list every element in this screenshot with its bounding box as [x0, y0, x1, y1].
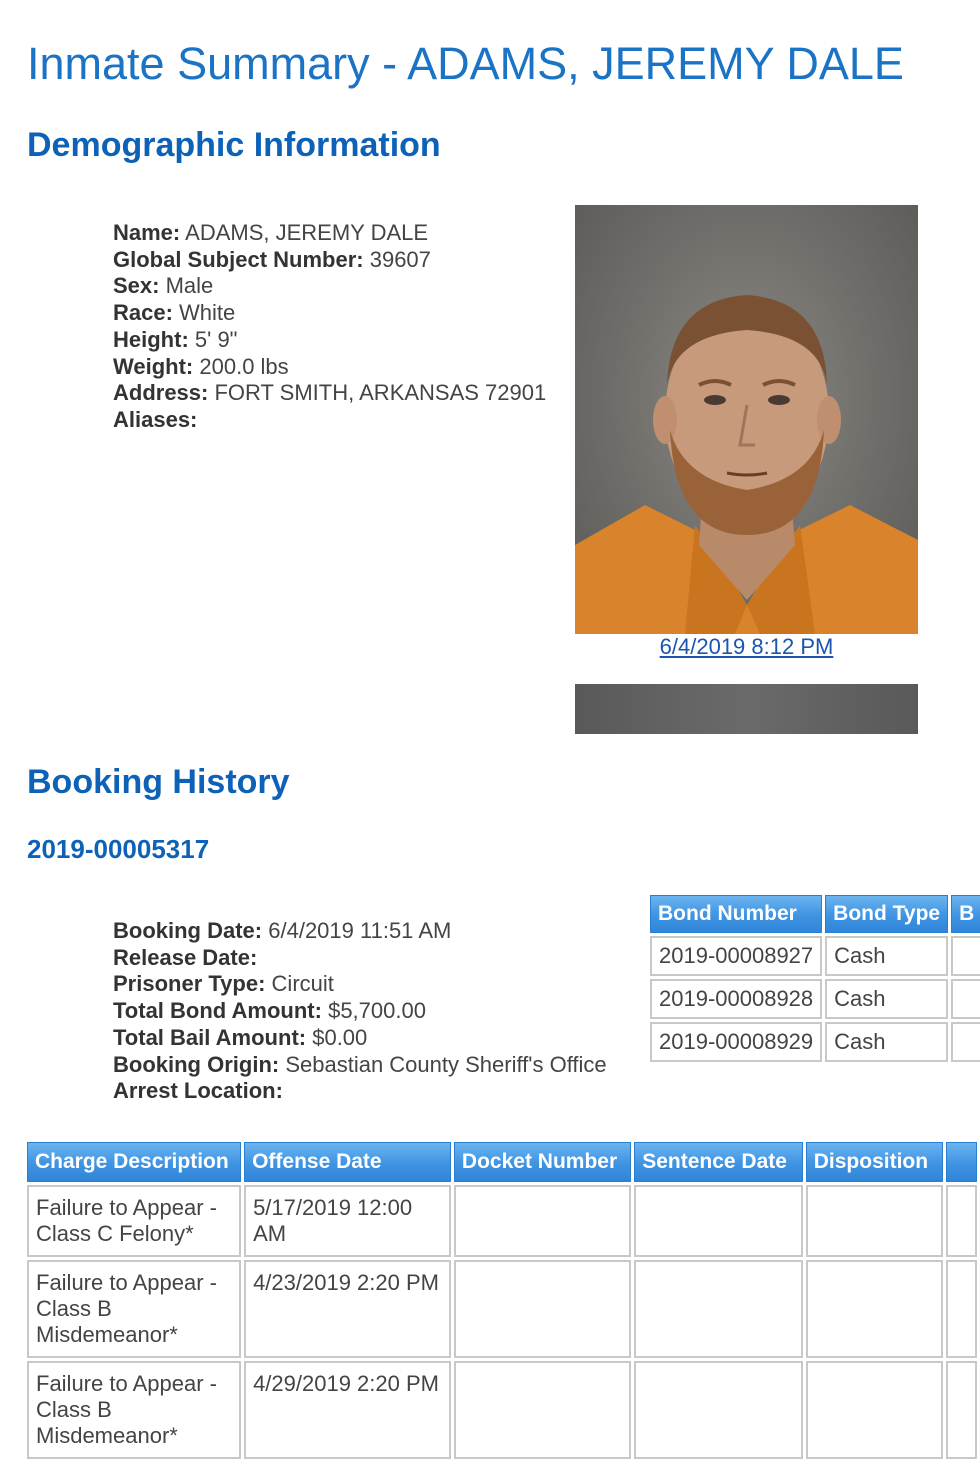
demographic-info [113, 220, 546, 434]
field-label: Total Bond Amount: [113, 998, 322, 1024]
booking-info [113, 918, 607, 1105]
field-label: Aliases: [113, 406, 198, 432]
field-label: Height: [113, 326, 189, 352]
column-header[interactable]: Charge Description [27, 1142, 241, 1182]
offense-date-cell: 5/17/2019 12:00 AM [244, 1185, 451, 1257]
field-label: Release Date: [113, 944, 258, 970]
sex-row [113, 273, 546, 300]
table-header-row [27, 1142, 977, 1182]
column-header[interactable]: Sentence Date [634, 1142, 803, 1182]
booking-date-row [113, 918, 607, 945]
bond-number-cell: 2019-00008927 [650, 936, 822, 976]
table-cell [946, 1361, 977, 1459]
field-value: 6/4/2019 11:51 AM [268, 918, 452, 943]
race-row [113, 300, 546, 327]
table-row [650, 979, 980, 1019]
mugshot-illustration [575, 205, 918, 634]
table-row [27, 1361, 977, 1459]
demographic-heading: Demographic Information [27, 126, 441, 164]
field-value: 5' 9" [194, 326, 238, 352]
column-header[interactable]: Docket Number [454, 1142, 631, 1182]
booking-origin-row [113, 1052, 607, 1079]
column-header[interactable] [946, 1142, 977, 1182]
column-header[interactable]: B [951, 895, 980, 933]
field-value: Sebastian County Sheriff's Office [285, 1051, 607, 1077]
field-label: Sex: [113, 273, 160, 299]
offense-date-cell: 4/29/2019 2:20 PM [244, 1361, 451, 1459]
field-label: Booking Date: [113, 918, 263, 943]
page-title: Inmate Summary - ADAMS, JEREMY DALE [27, 38, 904, 89]
bond-number-cell: 2019-00008929 [650, 1022, 822, 1062]
address-row [113, 380, 546, 407]
offense-date-cell: 4/23/2019 2:20 PM [244, 1260, 451, 1358]
field-value: Male [165, 273, 214, 299]
charge-description-cell: Failure to Appear - Class B Misdemeanor* [27, 1260, 241, 1358]
total-bail-row [113, 1025, 607, 1052]
field-label: Weight: [113, 353, 194, 379]
field-value: $5,700.00 [328, 998, 426, 1024]
table-cell [946, 1185, 977, 1257]
docket-number-cell [454, 1185, 631, 1257]
prisoner-type-row [113, 971, 607, 998]
secondary-photo-thumbnail[interactable] [575, 684, 918, 734]
disposition-cell [806, 1185, 944, 1257]
table-row [650, 1022, 980, 1062]
subject-number-row [113, 247, 546, 274]
field-label: Global Subject Number: [113, 246, 364, 272]
booking-history-heading: Booking History [27, 763, 290, 801]
field-value: FORT SMITH, ARKANSAS 72901 [214, 380, 547, 406]
weight-row [113, 354, 546, 381]
arrest-location-row [113, 1078, 607, 1105]
field-value: ADAMS, JEREMY DALE [185, 220, 429, 245]
charge-table [24, 1139, 980, 1462]
field-label: Race: [113, 300, 173, 326]
bond-number-cell: 2019-00008928 [650, 979, 822, 1019]
table-cell [951, 936, 980, 976]
field-label: Total Bail Amount: [113, 1024, 307, 1050]
table-cell [946, 1260, 977, 1358]
table-row [650, 936, 980, 976]
docket-number-cell [454, 1260, 631, 1358]
bond-table [647, 892, 980, 1065]
field-label: Prisoner Type: [113, 971, 266, 997]
column-header[interactable]: Bond Number [650, 895, 822, 933]
field-label: Name: [113, 220, 181, 245]
field-value: Circuit [271, 971, 334, 997]
column-header[interactable]: Offense Date [244, 1142, 451, 1182]
bond-type-cell: Cash [825, 979, 948, 1019]
disposition-cell [806, 1260, 944, 1358]
field-label: Booking Origin: [113, 1051, 280, 1077]
booking-number: 2019-00005317 [27, 834, 210, 864]
sentence-date-cell [634, 1361, 803, 1459]
mugshot-photo[interactable] [575, 205, 918, 634]
table-cell [951, 1022, 980, 1062]
field-label: Address: [113, 380, 209, 406]
table-cell [951, 979, 980, 1019]
table-row [27, 1185, 977, 1257]
total-bond-row [113, 998, 607, 1025]
column-header[interactable]: Bond Type [825, 895, 948, 933]
docket-number-cell [454, 1361, 631, 1459]
field-value: 39607 [369, 246, 431, 272]
bond-type-cell: Cash [825, 936, 948, 976]
charge-description-cell: Failure to Appear - Class C Felony* [27, 1185, 241, 1257]
table-row [27, 1260, 977, 1358]
table-header-row [650, 895, 980, 933]
release-date-row [113, 945, 607, 972]
photo-date-link[interactable]: 6/4/2019 8:12 PM [659, 634, 834, 659]
disposition-cell [806, 1361, 944, 1459]
field-value: White [179, 300, 236, 326]
aliases-row [113, 407, 546, 434]
field-value: 200.0 lbs [199, 353, 289, 379]
name-row [113, 220, 546, 247]
field-value: $0.00 [312, 1024, 368, 1050]
column-header[interactable]: Disposition [806, 1142, 944, 1182]
field-label: Arrest Location: [113, 1078, 283, 1104]
sentence-date-cell [634, 1185, 803, 1257]
sentence-date-cell [634, 1260, 803, 1358]
height-row [113, 327, 546, 354]
charge-description-cell: Failure to Appear - Class B Misdemeanor* [27, 1361, 241, 1459]
bond-type-cell: Cash [825, 1022, 948, 1062]
